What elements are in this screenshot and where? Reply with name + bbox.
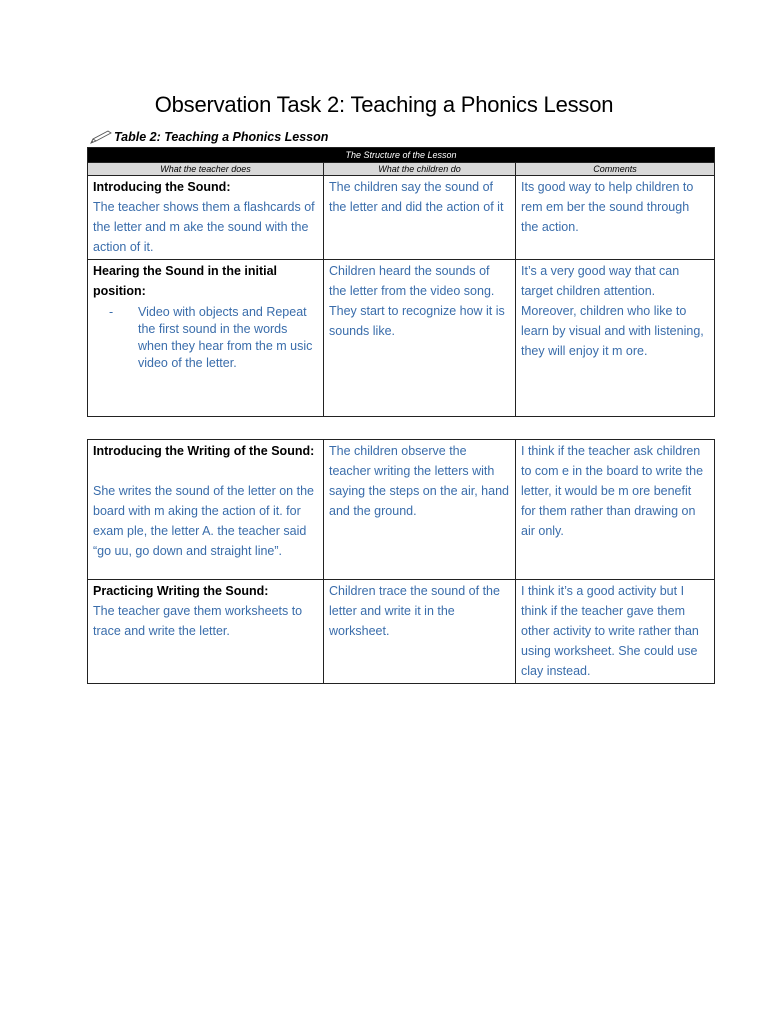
teacher-text: The teacher shows them a flashcards of the letter and m ake the sound with the action of it. [93,200,315,254]
row-heading: Introducing the Sound: [93,180,231,194]
comments-cell [516,176,715,260]
children-cell [324,176,516,260]
children-text: Children trace the sound of the letter and write it in the worksheet. [329,584,500,638]
comments-text: I think if the teacher ask children to com e in the board to write the letter, it would be m ore benefit for them rather than drawing on air only. [521,444,704,538]
table-caption-text: Table 2: Teaching a Phonics Lesson [114,130,329,144]
page-title: Observation Task 2: Teaching a Phonics Lesson [154,92,614,117]
teacher-cell [88,176,324,260]
column-header-comments: Comments [516,163,715,176]
bullet-marker: - [109,305,114,319]
table-row [88,440,715,580]
comments-cell [516,260,715,417]
children-cell [324,440,516,580]
row-heading: Hearing the Sound in the initial position: [93,264,278,298]
teacher-cell [88,440,324,580]
children-cell [324,260,516,417]
comments-cell [516,580,715,684]
table-row [88,176,715,260]
column-header-teacher: What the teacher does [88,163,324,176]
children-cell [324,580,516,684]
structure-header-row [88,148,715,163]
teacher-text: She writes the sound of the letter on the board with m aking the action of it. for exam ple, the letter A. the teacher said “go uu, go down and straight line”. [93,484,314,558]
column-header-row [88,163,715,176]
children-text: Children heard the sounds of the letter from the video song. They start to recognize how it is sounds like. [329,264,505,338]
lesson-table-2 [87,439,715,684]
column-header-children: What the children do [324,163,516,176]
bullet-text: Video with objects and Repeat the first sound in the words when they hear from the m usic video of the letter. [138,305,313,370]
row-heading: Introducing the Writing of the Sound: [93,444,315,458]
lesson-table-1 [87,147,715,417]
table-row [88,580,715,684]
children-text: The children observe the teacher writing the letters with saying the steps on the air, hand and the ground. [329,444,509,518]
structure-header: The Structure of the Lesson [88,148,715,163]
teacher-cell [88,260,324,417]
comments-text: I think it’s a good activity but I think if the teacher gave them other activity to write rather than using worksheet. She could use clay instead. [521,584,699,678]
bullet-item [93,304,318,372]
comments-text: Its good way to help children to rem em ber the sound through the action. [521,180,694,234]
row-heading: Practicing Writing the Sound: [93,584,269,598]
comments-cell [516,440,715,580]
table-caption [89,129,328,145]
table-row [88,260,715,417]
comments-text: It’s a very good way that can target children attention. Moreover, children who like to learn by visual and with listening, they will enjoy it m ore. [521,264,704,358]
teacher-text: The teacher gave them worksheets to trace and write the letter. [93,604,303,638]
pencil-icon [89,129,113,145]
children-text: The children say the sound of the letter and did the action of it [329,180,504,214]
teacher-cell [88,580,324,684]
